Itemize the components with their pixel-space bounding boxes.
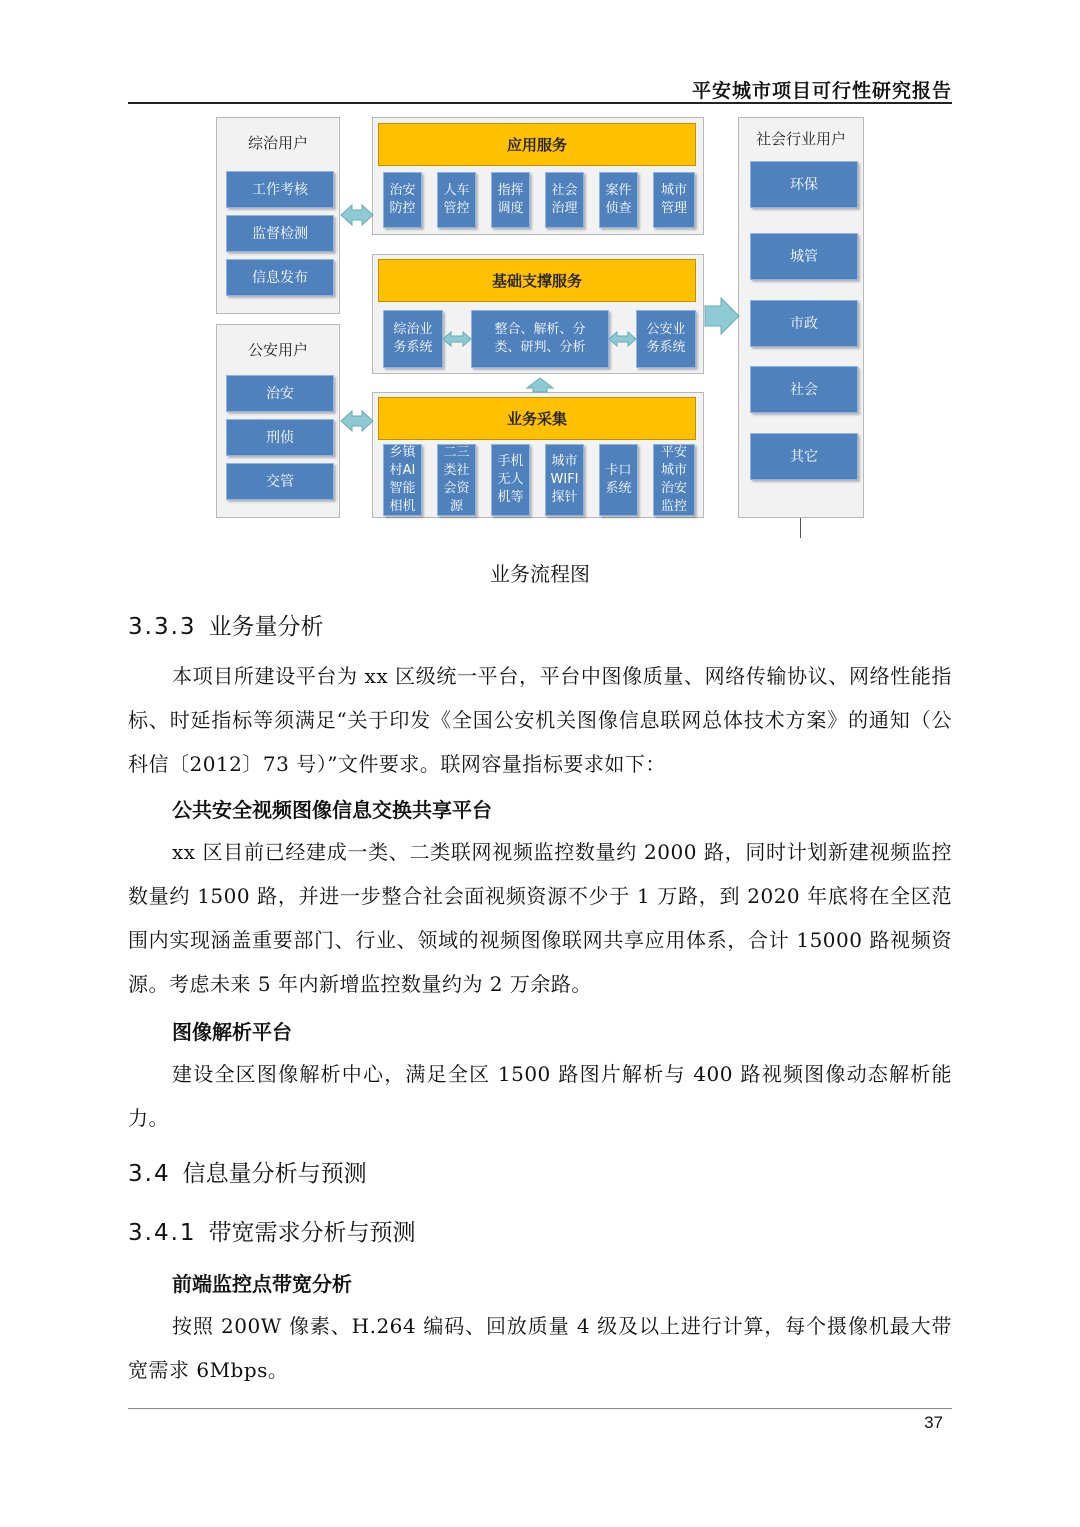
- box-governance-system: 综治业 务系统: [383, 310, 443, 368]
- box-checkpoint-system: 卡口 系统: [599, 444, 638, 516]
- heading-title: 业务量分析: [208, 614, 324, 640]
- heading-title: 信息量分析与预测: [182, 1161, 367, 1187]
- box-integration-analysis: 整合、解析、分 类、研判、分析: [471, 310, 609, 368]
- heading-3-3-3: [128, 608, 324, 641]
- paragraph-1: 本项目所建设平台为 xx 区级统一平台，平台中图像质量、网络传输协议、网络性能指标、时延指标等须满足“关于印发《全国公安机关图像信息联网总体技术方案》的通知（公科信〔2012〕73 号）”文件要求。联网容量指标要求如下：: [128, 664, 952, 776]
- box-social-resources: 二三 类社 会资 源: [437, 444, 476, 516]
- double-arrow-left-top: [341, 205, 373, 225]
- box-environment: 环保: [750, 161, 858, 208]
- double-arrow-left-bottom: [341, 411, 373, 431]
- page-number: 37: [924, 1413, 943, 1432]
- paragraph-2: xx 区目前已经建成一类、二类联网视频监控数量约 2000 路，同时计划新建视频监控数量约 1500 路，并进一步整合社会面视频资源不少于 1 万路，到 2020 年底将在全区范围内实现涵盖重要部门、行业、领域的视频图像联网共享应用体系，合计 15000 路视频资源。考虑未来 5 年内新增监控数量约为 2 万余路。: [128, 840, 952, 996]
- box-social-governance: 社会 治理: [545, 172, 584, 228]
- box-person-vehicle-control: 人车 管控: [437, 172, 476, 228]
- heading-number: 3.4.1: [128, 1220, 197, 1246]
- box-others: 其它: [750, 433, 858, 480]
- box-municipal: 市政: [750, 300, 858, 347]
- footer-rule: [128, 1408, 952, 1409]
- app-service-title: 应用服务: [378, 123, 696, 166]
- subheading-image-analysis: 图像解析平台: [172, 1020, 292, 1044]
- box-command-dispatch: 指挥 调度: [491, 172, 530, 228]
- heading-number: 3.3.3: [128, 614, 197, 640]
- box-criminal-investigation: 刑侦: [226, 419, 334, 456]
- arrow-up: [527, 378, 553, 392]
- box-security-prevention: 治安 防控: [383, 172, 422, 228]
- box-city-surveillance: 平安 城市 治安 监控: [653, 444, 695, 516]
- panel-title: 公安用户: [247, 341, 308, 359]
- box-city-management: 城市 管理: [653, 172, 695, 228]
- box-public-security: 治安: [226, 375, 334, 412]
- paragraph-3: 建设全区图像解析中心，满足全区 1500 路图片解析与 400 路视频图像动态解析能力。: [128, 1062, 952, 1130]
- box-urban-management: 城管: [750, 233, 858, 280]
- business-flow-diagram: [0, 0, 1080, 560]
- diagram-arrows: [0, 0, 1080, 560]
- paragraph-4: 按照 200W 像素、H.264 编码、回放质量 4 级及以上进行计算，每个摄像机最大带宽需求 6Mbps。: [128, 1314, 952, 1382]
- box-case-investigation: 案件 侦查: [599, 172, 638, 228]
- heading-3-4: [128, 1155, 367, 1188]
- box-ai-camera: 乡镇 村AI 智能 相机: [383, 444, 422, 516]
- panel-title: 综治用户: [247, 134, 308, 152]
- heading-title: 带宽需求分析与预测: [208, 1220, 416, 1246]
- box-wifi-probe: 城市 WIFI 探针: [545, 444, 584, 516]
- heading-3-4-1: [128, 1214, 416, 1247]
- arrow-right: [705, 298, 739, 334]
- figure-caption: 业务流程图: [490, 562, 590, 586]
- box-mobile-drone: 手机 无人 机等: [491, 444, 530, 516]
- double-arrow-base-right: [609, 332, 636, 346]
- box-society: 社会: [750, 366, 858, 413]
- box-traffic: 交管: [226, 463, 334, 500]
- box-work-assessment: 工作考核: [226, 171, 334, 208]
- subheading-video-platform: 公共安全视频图像信息交换共享平台: [172, 798, 492, 822]
- base-support-title: 基础支撑服务: [378, 259, 696, 302]
- running-header: 平安城市项目可行性研究报告: [691, 80, 952, 102]
- panel-title: 社会行业用户: [755, 130, 846, 148]
- double-arrow-base-left: [443, 332, 471, 346]
- box-info-publish: 信息发布: [226, 259, 334, 296]
- box-police-system: 公安业 务系统: [636, 310, 696, 368]
- box-supervision-detection: 监督检测: [226, 215, 334, 252]
- collection-title: 业务采集: [378, 397, 696, 440]
- subheading-bandwidth: 前端监控点带宽分析: [172, 1272, 352, 1296]
- heading-number: 3.4: [128, 1161, 171, 1187]
